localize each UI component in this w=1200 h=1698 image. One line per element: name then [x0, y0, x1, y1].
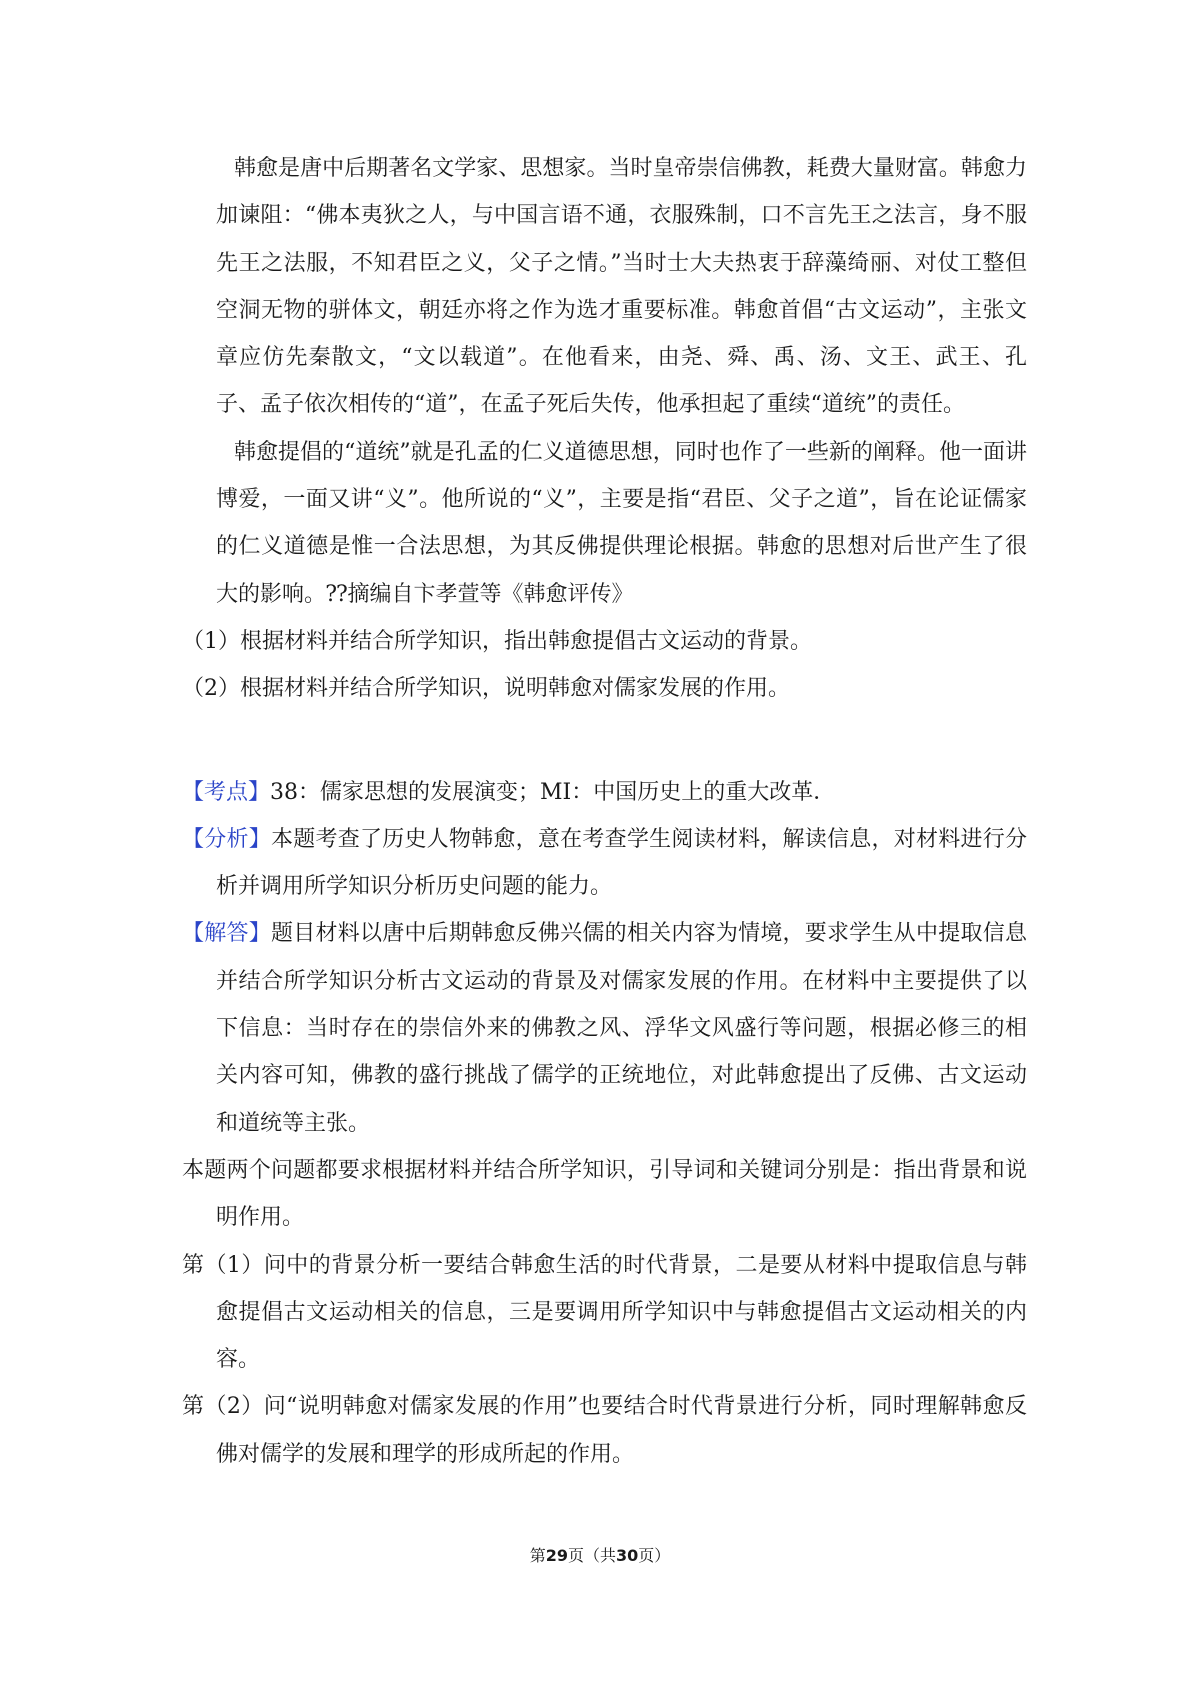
jieda-text: 题目材料以唐中后期韩愈反佛兴儒的相关内容为情境，要求学生从中提取信息并结合所学知识分析古文运动的背景及对儒家发展的作用。在材料中主要提供了以下信息：当时存在的崇信外来的佛教之风、浮华文风盛行等问题，根据必修三的相关内容可知，佛教的盛行挑战了儒学的正统地位，对此韩愈提出了反佛、古文运动和道统等主张。 [216, 921, 1027, 1136]
footer-prefix: 第 [529, 1546, 546, 1565]
footer-page-number: 29 [545, 1546, 568, 1565]
footer-middle: 页（共 [567, 1546, 616, 1565]
spacer [182, 713, 1027, 769]
material-paragraph-1: 韩愈是唐中后期著名文学家、思想家。当时皇帝崇信佛教，耗费大量财富。韩愈力加谏阻：“佛本夷狄之人，与中国言语不通，衣服殊制，口不言先王之法言，身不服先王之法服，不知君臣之义，父子之情。”当时士大夫热衷于辞藻绮丽、对仗工整但空洞无物的骈体文，朝廷亦将之作为选才重要标准。韩愈首倡“古文运动”，主张文章应仿先秦散文，“文以载道”。在他看来，由尧、舜、禹、汤、文王、武王、孔子、孟子依次相传的“道”，在孟子死后失传，他承担起了重续“道统”的责任。 [216, 156, 1027, 418]
kaodian-text: 38：儒家思想的发展演变；MI：中国历史上的重大改革． [270, 779, 836, 805]
answer-paragraph-c: 第（2）问“说明韩愈对儒家发展的作用”也要结合时代背景进行分析，同时理解韩愈反佛对儒学的发展和理学的形成所起的作用。 [182, 1394, 1027, 1467]
fenxi-text: 本题考查了历史人物韩愈，意在考查学生阅读材料，解读信息，对材料进行分析并调用所学知识分析历史问题的能力。 [216, 826, 1027, 900]
footer-suffix: 页） [638, 1546, 671, 1565]
kaodian-tag: 【考点】 [182, 779, 271, 805]
fenxi-paragraph [182, 816, 1027, 911]
page-footer [0, 1543, 1200, 1566]
material-paragraph-2: 韩愈提倡的“道统”就是孔孟的仁义道德思想，同时也作了一些新的阐释。他一面讲博爱，一面又讲“义”。他所说的“义”，主要是指“君臣、父子之道”，旨在论证儒家的仁义道德是惟一合法思想，为其反佛提供理论根据。韩愈的思想对后世产生了很大的影响。⁇摘编自卞孝萱等《韩愈评传》 [216, 439, 1027, 607]
page-content [182, 145, 1027, 1478]
jieda-tag: 【解答】 [182, 921, 271, 947]
footer-total-pages: 30 [616, 1546, 639, 1565]
jieda-paragraph [182, 910, 1027, 1146]
question-2: （2）根据材料并结合所学知识，说明韩愈对儒家发展的作用。 [182, 676, 790, 702]
fenxi-tag: 【分析】 [182, 826, 271, 852]
question-1: （1）根据材料并结合所学知识，指出韩愈提倡古文运动的背景。 [182, 628, 812, 654]
answer-paragraph-a: 本题两个问题都要求根据材料并结合所学知识，引导词和关键词分别是：指出背景和说明作用。 [182, 1157, 1027, 1231]
kaodian-paragraph [182, 769, 1027, 816]
answer-paragraph-b: 第（1）问中的背景分析一要结合韩愈生活的时代背景，二是要从材料中提取信息与韩愈提倡古文运动相关的信息，三是要调用所学知识中与韩愈提倡古文运动相关的内容。 [182, 1252, 1027, 1373]
